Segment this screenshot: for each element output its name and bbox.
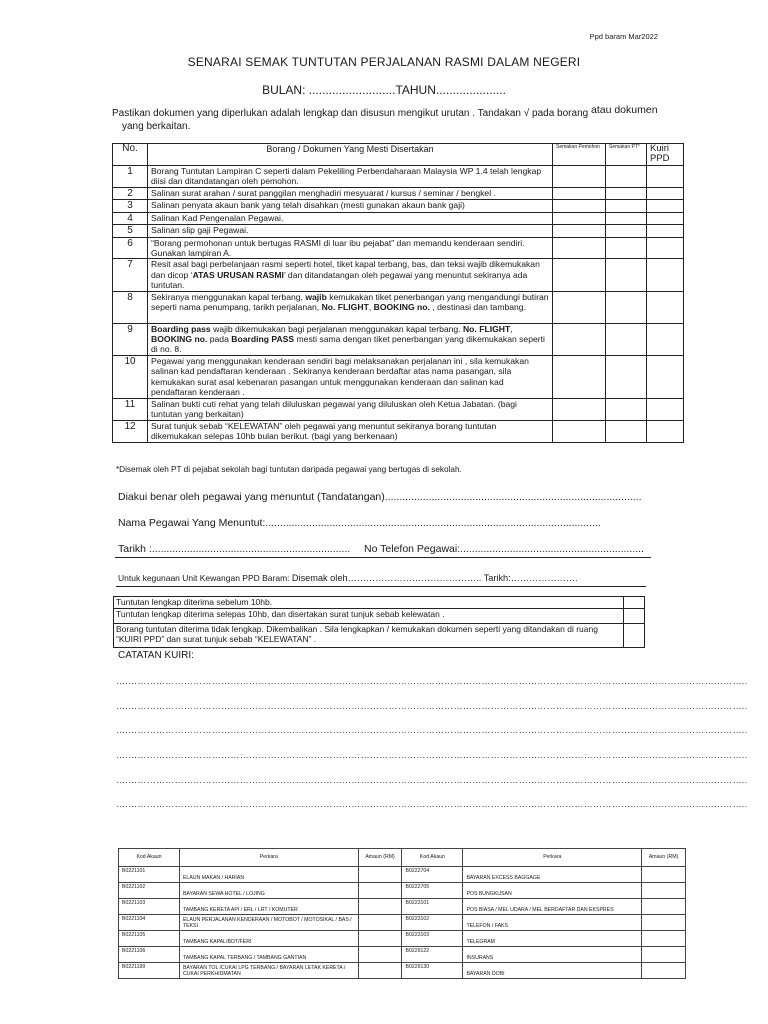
kuiri-ppd-checkbox[interactable] (647, 259, 684, 291)
amaun-cell[interactable] (642, 947, 686, 963)
checklist-row-number: 6 (113, 237, 148, 259)
checklist-row (113, 188, 684, 200)
instruction-part3: yang berkaitan. (122, 121, 191, 132)
checklist-row (113, 200, 684, 212)
checklist-row (113, 398, 684, 420)
perkara-header: Perkara (179, 849, 358, 867)
kod-akaun-cell: B0221102 (119, 883, 180, 899)
kod-akaun-cell: B0221103 (119, 899, 180, 915)
instruction-part1: Pastikan dokumen yang diperlukan adalah lengkap dan disusun mengikut urutan . Tandakan √ pada borang (112, 108, 591, 119)
section-divider (115, 557, 651, 558)
kuiri-ppd-checkbox[interactable] (647, 188, 684, 200)
semakan-pt-checkbox[interactable] (606, 200, 647, 212)
checklist-row (113, 291, 684, 323)
kuiri-ppd-checkbox[interactable] (647, 355, 684, 398)
status-tidak-lengkap-checkbox[interactable] (624, 623, 645, 647)
amaun-cell[interactable] (642, 867, 686, 883)
catatan-dot-line: ….……………………………………………………………………………………………………………………………………………………………………………….. (116, 676, 748, 686)
catatan-dot-line: ….……………………………………………………………………………………………………………………………………………………………………………….. (116, 775, 748, 785)
checklist-row-document: Sekiranya menggunakan kapal terbang, wajib kemukakan tiket penerbangan yang mengandungi butiran seperti nama penumpang, tarikh perjalanan, No. FLIGHT, BOOKING no. , destinasi dan tambang. (148, 291, 553, 323)
checklist-row-document: Salinan bukti cuti rehat yang telah diluluskan pegawai yang diluluskan oleh Ketua Jabatan. (bagi tuntutan yang berkaitan) (148, 398, 553, 420)
kuiri-ppd-checkbox[interactable] (647, 420, 684, 442)
amaun-cell[interactable] (358, 963, 402, 979)
checklist-row (113, 420, 684, 442)
nama-pegawai-line: Nama Pegawai Yang Menuntut:................................................................................................................... (118, 517, 601, 529)
checklist-row (113, 225, 684, 237)
instruction-text (112, 104, 672, 133)
kod-akaun-cell: B0221104 (119, 915, 180, 931)
perkara-cell: BAYARAN SEWA HOTEL / LOJING (179, 883, 358, 899)
form-title: SENARAI SEMAK TUNTUTAN PERJALANAN RASMI DALAM NEGERI (187, 55, 581, 69)
semakan-pemohon-checkbox[interactable] (553, 200, 606, 212)
checklist-row-number: 2 (113, 188, 148, 200)
perkara-cell: POS BIASA / MEL UDARA / MEL BERDAFTAR DAN EKSPRES (463, 899, 642, 915)
tarikh-line: Tarikh :.................................................................... (118, 543, 351, 555)
col-kuiri-header: Kuiri PPD (647, 144, 684, 166)
semakan-pt-checkbox[interactable] (606, 225, 647, 237)
amaun-cell[interactable] (358, 883, 402, 899)
kuiri-ppd-checkbox[interactable] (647, 323, 684, 355)
perkara-cell: ELAUN MAKAN / HARIAN (179, 867, 358, 883)
perkara-cell: BAYARAN DOBI (463, 963, 642, 979)
account-code-row (119, 931, 686, 947)
amaun-cell[interactable] (358, 899, 402, 915)
catatan-kuiri-label: CATATAN KUIRI: (118, 650, 194, 661)
kod-akaun-cell: B0223103 (402, 931, 463, 947)
checklist-row (113, 355, 684, 398)
semakan-pemohon-checkbox[interactable] (553, 355, 606, 398)
semakan-pemohon-checkbox[interactable] (553, 398, 606, 420)
perkara-cell: TELEFON / FAKS (463, 915, 642, 931)
perkara-header: Perkara (463, 849, 642, 867)
kod-akaun-header: Kod Akaun (119, 849, 180, 867)
semakan-pt-checkbox[interactable] (606, 291, 647, 323)
checklist-table (112, 143, 684, 443)
account-code-table (118, 848, 686, 979)
account-code-row (119, 883, 686, 899)
account-code-row (119, 867, 686, 883)
amaun-header: Amaun (RM) (642, 849, 686, 867)
kod-akaun-header: Kod Akaun (402, 849, 463, 867)
semakan-pemohon-checkbox[interactable] (553, 291, 606, 323)
checklist-row-document: Salinan surat arahan / surat panggilan menghadiri mesyuarat / kursus / seminar / bengkel . (148, 188, 553, 200)
checklist-row-document: Salinan penyata akaun bank yang telah disahkan (mesti gunakan akaun bank gaji) (148, 200, 553, 212)
catatan-dot-line: ….……………………………………………………………………………………………………………………………………………………………………………….. (116, 750, 748, 760)
semakan-pemohon-checkbox[interactable] (553, 323, 606, 355)
perkara-cell: BAYARAN EXCESS BAGGAGE (463, 867, 642, 883)
checklist-row-document: Salinan slip gaji Pegawai. (148, 225, 553, 237)
semakan-pt-checkbox[interactable] (606, 398, 647, 420)
checklist-row-document: Surat tunjuk sebab “KELEWATAN” oleh pegawai yang menuntut sekiranya borang tuntutan dikemukakan selepas 10hb bulan berikut. (bagi yang berkenaan) (148, 420, 553, 442)
checklist-row-document: Salinan Kad Pengenalan Pegawai. (148, 212, 553, 224)
checklist-row-document: Resit asal bagi perbelanjaan rasmi seperti hotel, tiket kapal terbang, bas, dan teksi wajib dikemukakan dan dicop ‘ATAS URUSAN RASMI’ dan ditandatangan oleh pegawai yang menuntut sekiranya ada tuntutan. (148, 259, 553, 291)
catatan-dot-line: ….……………………………………………………………………………………………………………………………………………………………………………….. (116, 799, 748, 809)
unit-kewangan-label: Untuk kegunaan Unit Kewangan PPD Baram: (118, 573, 292, 583)
diakui-line: Diakui benar oleh pegawai yang menuntut (Tandatangan)........................................................................................ (118, 491, 642, 503)
amaun-cell[interactable] (642, 963, 686, 979)
semakan-pemohon-checkbox[interactable] (553, 259, 606, 291)
perkara-cell: TAMBANG KAPAL/BOT/FERI (179, 931, 358, 947)
checklist-row (113, 237, 684, 259)
status-sebelum-checkbox[interactable] (624, 597, 645, 609)
semakan-pemohon-checkbox[interactable] (553, 212, 606, 224)
semakan-pt-checkbox[interactable] (606, 420, 647, 442)
kuiri-ppd-checkbox[interactable] (647, 398, 684, 420)
kuiri-ppd-checkbox[interactable] (647, 212, 684, 224)
account-code-row (119, 963, 686, 979)
checklist-row-number: 11 (113, 398, 148, 420)
checklist-row (113, 259, 684, 291)
checklist-row-number: 1 (113, 166, 148, 188)
checklist-row (113, 212, 684, 224)
col-doc-header: Borang / Dokumen Yang Mesti Disertakan (148, 144, 553, 166)
kuiri-ppd-checkbox[interactable] (647, 200, 684, 212)
checklist-row-document: Boarding pass wajib dikemukakan bagi perjalanan menggunakan kapal terbang. No. FLIGHT, BOOKING no. pada Boarding PASS mesti sama dengan tiket penerbangan yang dikemukakan seperti di no. 8. (148, 323, 553, 355)
perkara-cell: POS BUNGKUSAN (463, 883, 642, 899)
amaun-cell[interactable] (642, 931, 686, 947)
semakan-pemohon-checkbox[interactable] (553, 166, 606, 188)
amaun-cell[interactable] (642, 883, 686, 899)
semakan-pt-checkbox[interactable] (606, 166, 647, 188)
checklist-row-number: 9 (113, 323, 148, 355)
kod-akaun-cell: B0221106 (119, 947, 180, 963)
kuiri-ppd-checkbox[interactable] (647, 291, 684, 323)
kuiri-ppd-checkbox[interactable] (647, 225, 684, 237)
status-selepas-text: Tuntutan lengkap diterima selepas 10hb, dan disertakan surat tunjuk sebab kelewatan . (114, 608, 624, 623)
semakan-pt-checkbox[interactable] (606, 355, 647, 398)
amaun-cell[interactable] (358, 947, 402, 963)
status-table (113, 596, 645, 648)
kuiri-ppd-checkbox[interactable] (647, 237, 684, 259)
kod-akaun-cell: B0229130 (402, 963, 463, 979)
checklist-row-number: 12 (113, 420, 148, 442)
kod-akaun-cell: B0223102 (402, 915, 463, 931)
checklist-body (113, 166, 684, 443)
unit-divider (116, 586, 646, 587)
semakan-pt-checkbox[interactable] (606, 259, 647, 291)
semakan-pemohon-checkbox[interactable] (553, 225, 606, 237)
perkara-cell: BAYARAN TOL /CUKAI LPG TERBANG / BAYARAN LETAK KERETA / CUKAI PERKHIDMATAN (179, 963, 358, 979)
amaun-cell[interactable] (358, 915, 402, 931)
checklist-row-document: Pegawai yang menggunakan kenderaan sendiri bagi melaksanakan perjalanan ini , sila kemukakan salinan kad pendaftaran kenderaan . Sekiranya kenderaan berdaftar atas nama pasangan, sila kemukakan surat asal kebenaran pasangan untuk menggunakan kenderaan dan salinan kad pendaftaran kenderaan . (148, 355, 553, 398)
semakan-pemohon-checkbox[interactable] (553, 420, 606, 442)
checklist-row-document: Borang Tuntutan Lampiran C seperti dalam Pekeliling Perbendaharaan Malaysia WP 1.4 telah lengkap diisi dan ditandatangan oleh pemohon. (148, 166, 553, 188)
checklist-row-number: 3 (113, 200, 148, 212)
amaun-cell[interactable] (358, 931, 402, 947)
month-year-line: BULAN: ..........................TAHUN..................... (262, 83, 506, 97)
checklist-row-number: 4 (113, 212, 148, 224)
perkara-cell: TELEGRAM (463, 931, 642, 947)
semakan-pemohon-checkbox[interactable] (553, 188, 606, 200)
catatan-dot-line: ….……………………………………………………………………………………………………………………………………………………………………………….. (116, 701, 748, 711)
amaun-cell[interactable] (642, 915, 686, 931)
amaun-cell[interactable] (358, 867, 402, 883)
telefon-line: No Telefon Pegawai:............................................................... (364, 543, 644, 555)
semakan-pt-checkbox[interactable] (606, 237, 647, 259)
semakan-pt-checkbox[interactable] (606, 188, 647, 200)
semakan-pt-checkbox[interactable] (606, 323, 647, 355)
form-reference: Ppd baram Mar2022 (589, 32, 658, 41)
perkara-cell: INSURANS (463, 947, 642, 963)
semakan-pt-checkbox[interactable] (606, 212, 647, 224)
kod-akaun-cell: B0221101 (119, 867, 180, 883)
account-code-row (119, 947, 686, 963)
checklist-row-number: 5 (113, 225, 148, 237)
kuiri-ppd-checkbox[interactable] (647, 166, 684, 188)
checklist-row (113, 166, 684, 188)
catatan-dot-line: ….……………………………………………………………………………………………………………………………………………………………………………….. (116, 725, 748, 735)
col-pemohon-header: Semakan Pemohon (553, 144, 606, 166)
codes-body (119, 867, 686, 979)
kod-akaun-cell: B0221199 (119, 963, 180, 979)
instruction-part2: atau dokumen (590, 104, 658, 116)
footnote: *Disemak oleh PT di pejabat sekolah bagi tuntutan daripada pegawai yang bertugas di sekolah. (116, 465, 462, 474)
account-code-row (119, 899, 686, 915)
checklist-row-number: 8 (113, 291, 148, 323)
checklist-row-number: 10 (113, 355, 148, 398)
kod-akaun-cell: B0229122 (402, 947, 463, 963)
perkara-cell: TAMBANG KERETA API / ERL / LRT / KOMUTER (179, 899, 358, 915)
kod-akaun-cell: B0222704 (402, 867, 463, 883)
perkara-cell: TAMBANG KAPAL TERBANG / TAMBANG GANTIAN (179, 947, 358, 963)
account-code-row (119, 915, 686, 931)
col-pt-header: Semakan PT* (606, 144, 647, 166)
amaun-header: Amaun (RM) (358, 849, 402, 867)
status-tidak-lengkap-text: Borang tuntutan diterima tidak lengkap. Dikembalikan . Sila lengkapkan / kemukakan dokumen seperti yang ditandakan di ruang “KUIRI PPD” dan surat tunjuk sebab “KELEWATAN” . (114, 623, 624, 647)
status-selepas-checkbox[interactable] (624, 608, 645, 623)
perkara-cell: ELAUN PERJALANAN KENDERAAN / MOTOBOT / MOTOSIKAL / BAS / TEKSI (179, 915, 358, 931)
unit-kewangan-line (118, 573, 578, 583)
kod-akaun-cell: B0223101 (402, 899, 463, 915)
col-no-header: No. (113, 144, 148, 166)
checklist-row-number: 7 (113, 259, 148, 291)
checklist-row-document: “Borang permohonan untuk bertugas RASMI di luar ibu pejabat” dan memandu kenderaan sendiri. Gunakan lampiran A. (148, 237, 553, 259)
disemak-oleh-line: Disemak oleh…………………………………….. Tarikh:…………………. (291, 573, 578, 583)
kod-akaun-cell: B0221105 (119, 931, 180, 947)
semakan-pemohon-checkbox[interactable] (553, 237, 606, 259)
status-sebelum-text: Tuntutan lengkap diterima sebelum 10hb. (114, 597, 624, 609)
amaun-cell[interactable] (642, 899, 686, 915)
kod-akaun-cell: B0222705 (402, 883, 463, 899)
checklist-row (113, 323, 684, 355)
